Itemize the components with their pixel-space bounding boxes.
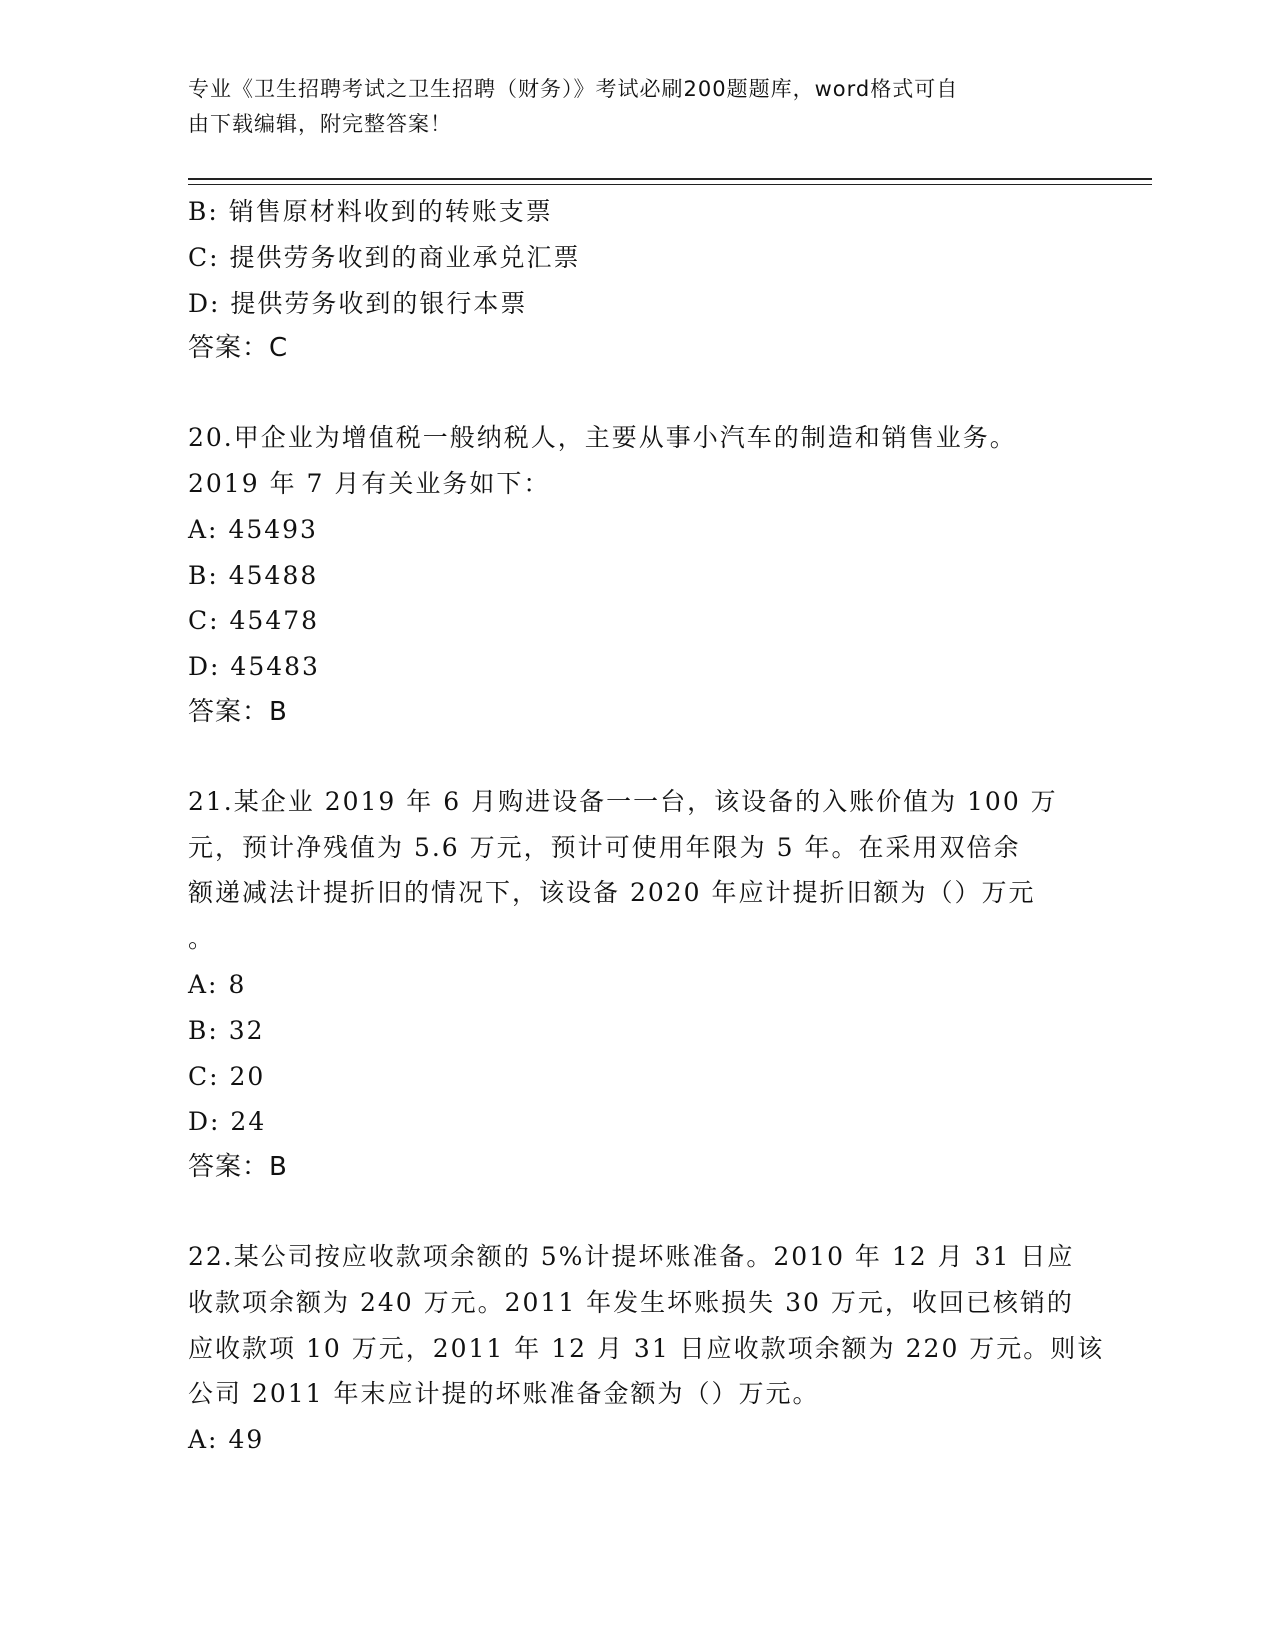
question-text-line: 。 <box>188 924 216 954</box>
option-d <box>188 644 1088 690</box>
question-21 <box>188 779 1088 1191</box>
option-letter: D: <box>188 1107 221 1137</box>
document-header <box>188 72 1068 142</box>
question-text-line: 元，预计净残值为 5.6 万元，预计可使用年限为 5 年。在采用双倍余 <box>188 832 1021 862</box>
header-line-2: 由下载编辑，附完整答案！ <box>188 112 452 136</box>
option-letter: A: <box>188 969 219 999</box>
question-22 <box>188 1234 1105 1463</box>
question-text-line: 20.甲企业为增值税一般纳税人，主要从事小汽车的制造和销售业务。 <box>188 423 1017 453</box>
option-letter: B: <box>188 560 219 590</box>
option-letter: B: <box>188 197 219 226</box>
option-text: 32 <box>228 1015 265 1045</box>
option-b <box>188 189 1088 235</box>
option-a <box>188 962 1088 1008</box>
question-20 <box>188 415 1088 736</box>
answer-line: 答案：B <box>188 696 288 727</box>
question-text-line: 应收款项 10 万元，2011 年 12 月 31 日应收款项余额为 220 万元。则该 <box>188 1333 1105 1363</box>
question-text-line: 22.某公司按应收款项余额的 5%计提坏账准备。2010 年 12 月 31 日应 <box>188 1241 1075 1271</box>
option-letter: D: <box>188 652 221 682</box>
option-c <box>188 598 1088 644</box>
prev-question <box>188 189 1088 372</box>
question-text-line: 额递减法计提折旧的情况下，该设备 2020 年应计提折旧额为（）万元 <box>188 878 1036 908</box>
option-text: 8 <box>228 969 247 999</box>
option-text: 销售原材料收到的转账支票 <box>228 197 553 226</box>
option-text: 45488 <box>228 560 319 590</box>
header-rule-thick <box>188 178 1152 180</box>
option-text: 提供劳务收到的商业承兑汇票 <box>229 242 581 272</box>
option-a <box>188 507 1088 553</box>
header-line-1: 专业《卫生招聘考试之卫生招聘（财务）》考试必刷200题题库，word格式可自 <box>188 77 959 101</box>
option-c <box>188 1054 1088 1100</box>
option-letter: B: <box>188 1015 219 1045</box>
option-b <box>188 1008 1088 1054</box>
option-letter: C: <box>188 242 220 272</box>
option-a <box>188 1417 1088 1463</box>
option-text: 24 <box>230 1107 267 1137</box>
option-letter: A: <box>188 514 219 544</box>
option-d <box>188 281 1088 327</box>
option-text: 45478 <box>229 606 320 636</box>
option-b <box>188 553 1088 599</box>
question-text-line: 收款项余额为 240 万元。2011 年发生坏账损失 30 万元，收回已核销的 <box>188 1287 1074 1317</box>
answer-line: 答案：C <box>188 333 289 364</box>
option-text: 提供劳务收到的银行本票 <box>230 288 528 318</box>
option-d <box>188 1099 1088 1145</box>
question-text-line: 公司 2011 年末应计提的坏账准备金额为（）万元。 <box>188 1379 820 1409</box>
option-letter: D: <box>188 288 221 318</box>
option-letter: C: <box>188 606 220 636</box>
question-text-line: 2019 年 7 月有关业务如下： <box>188 468 551 498</box>
option-letter: C: <box>188 1061 220 1091</box>
option-text: 20 <box>229 1061 266 1091</box>
option-text: 49 <box>228 1425 265 1455</box>
option-text: 45493 <box>228 514 318 544</box>
document-body <box>188 189 1105 1463</box>
option-c <box>188 235 1088 281</box>
question-text-line: 21.某企业 2019 年 6 月购进设备一一台，该设备的入账价值为 100 万 <box>188 786 1058 816</box>
option-text: 45483 <box>230 652 320 682</box>
header-rule-thin <box>188 184 1152 185</box>
answer-line: 答案：B <box>188 1152 288 1183</box>
option-letter: A: <box>188 1425 219 1455</box>
